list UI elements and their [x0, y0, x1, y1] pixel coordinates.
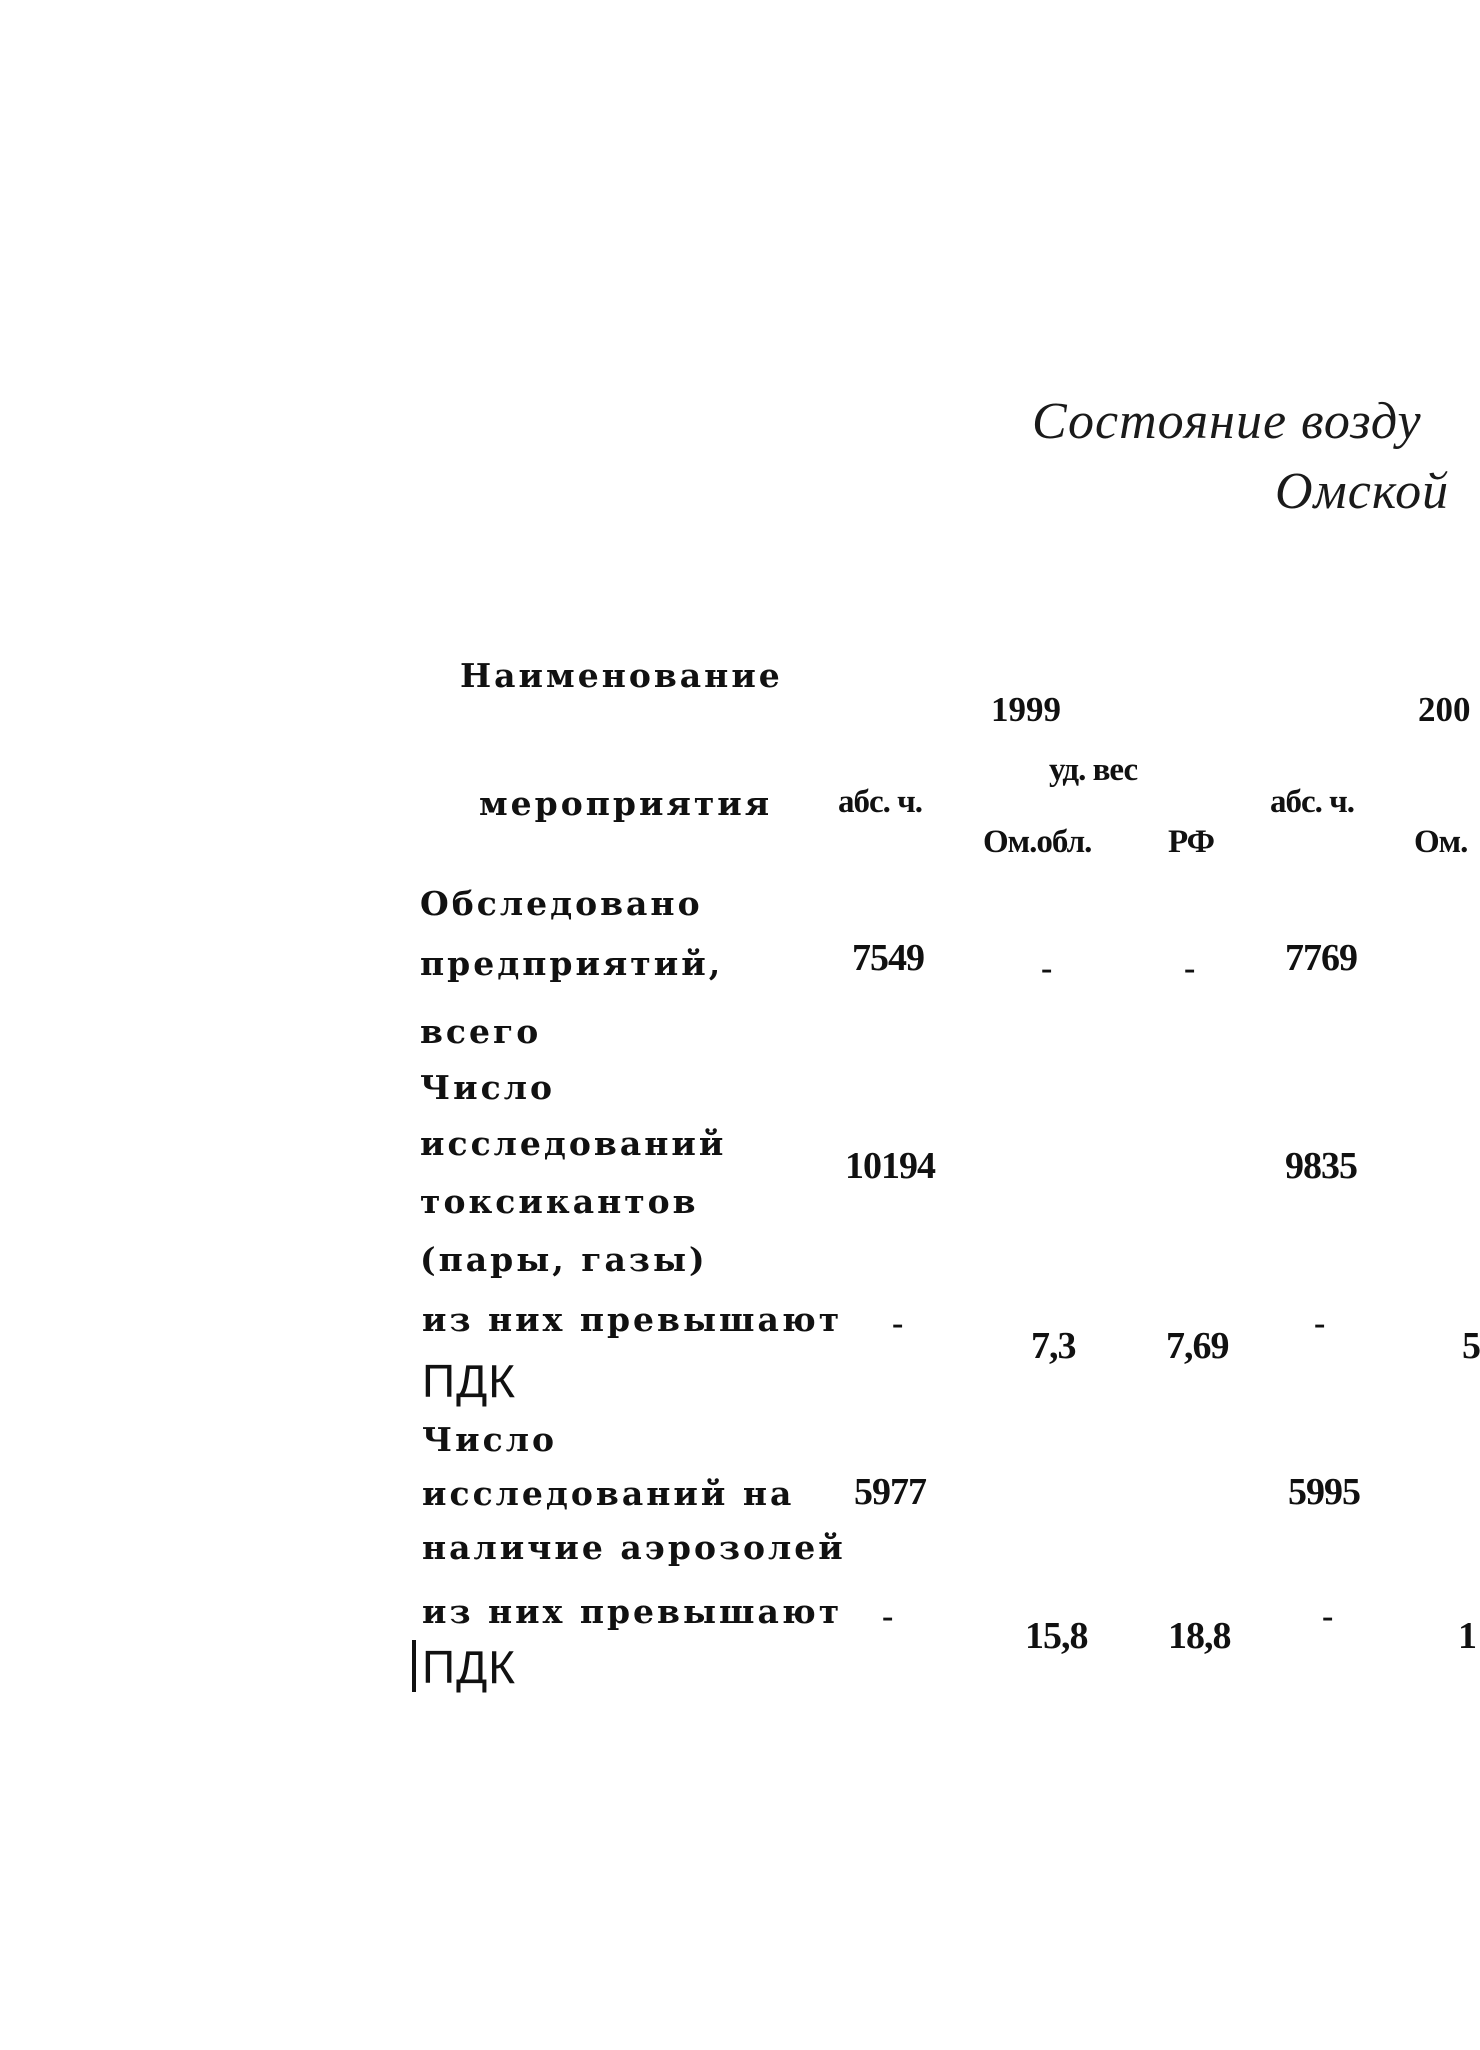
cell-abs-2000: 9835 [1285, 1145, 1357, 1187]
cell-om-2000: 5 [1462, 1325, 1480, 1367]
row-label-line: всего [420, 1012, 542, 1051]
cell-om-1999: 15,8 [1025, 1615, 1088, 1657]
row-label-pdk: ПДК [422, 1355, 517, 1407]
row-label-line: исследований [420, 1124, 727, 1163]
cell-abs-2000: - [1322, 1598, 1334, 1635]
row-label-line: из них превышают [422, 1300, 843, 1339]
row-label-line: токсикантов [420, 1182, 699, 1221]
row-label-line: Число [420, 1068, 555, 1107]
cell-abs-2000: 5995 [1288, 1471, 1360, 1513]
title-line-1: Состояние возду [1032, 393, 1422, 450]
header-abs-2000: абс. ч. [1270, 784, 1355, 820]
cell-abs-1999: 5977 [854, 1471, 926, 1513]
header-ud-ves: уд. вес [1049, 752, 1138, 788]
text-cursor [412, 1640, 416, 1692]
row-label-line: Число [422, 1420, 557, 1459]
cell-abs-2000: - [1314, 1305, 1326, 1342]
cell-abs-1999: - [882, 1598, 894, 1635]
header-rf: РФ [1168, 824, 1214, 860]
row-label-line: (пары, газы) [420, 1240, 708, 1279]
cell-abs-1999: 7549 [852, 937, 924, 979]
cell-om-1999: 7,3 [1031, 1325, 1076, 1367]
cell-rf-1999: - [1184, 950, 1196, 987]
row-label-pdk: ПДК [422, 1641, 517, 1693]
cell-abs-1999: 10194 [845, 1145, 935, 1187]
title-line-2: Омской [1275, 463, 1450, 520]
header-abs-1999: абс. ч. [838, 784, 923, 820]
cell-om-2000: 1 [1458, 1615, 1476, 1657]
row-label-line: наличие аэрозолей [422, 1528, 846, 1567]
header-year-1999: 1999 [991, 690, 1061, 729]
cell-abs-2000: 7769 [1285, 937, 1357, 979]
header-year-2000: 200 [1418, 690, 1471, 729]
header-name-line-1: Наименование [460, 656, 783, 695]
cell-rf-1999: 18,8 [1168, 1615, 1231, 1657]
header-om-obl: Ом.обл. [983, 824, 1092, 860]
cell-abs-1999: - [892, 1305, 904, 1342]
row-label-line: предприятий, [420, 944, 724, 983]
row-label-line: из них превышают [422, 1592, 843, 1631]
cell-rf-1999: 7,69 [1166, 1325, 1229, 1367]
header-om-obl-2000: Ом. [1414, 824, 1468, 860]
header-name-line-2: мероприятия [479, 784, 773, 823]
cell-om-1999: - [1041, 950, 1053, 987]
row-label-line: Обследовано [420, 884, 703, 923]
row-label-line: исследований на [422, 1474, 795, 1513]
